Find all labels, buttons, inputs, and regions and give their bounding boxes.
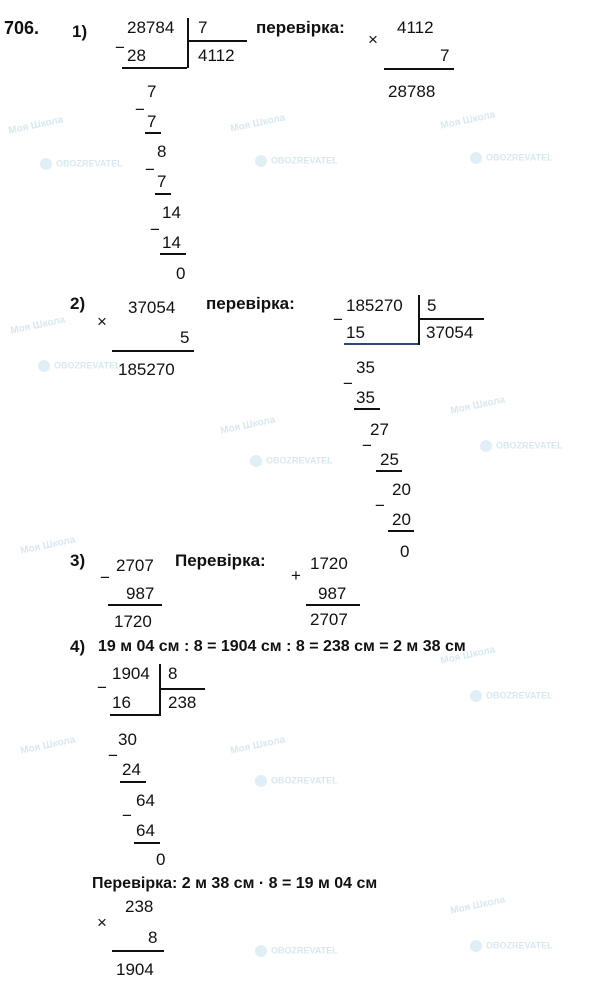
p3-check-label: Перевірка: bbox=[175, 551, 266, 570]
watermark-school: Моя Школа bbox=[7, 114, 65, 137]
p4-mul-a: 238 bbox=[125, 897, 154, 916]
p4-mul-b: 8 bbox=[148, 928, 158, 947]
problem-2-label: 2) bbox=[70, 294, 86, 313]
p1-quotient-line bbox=[187, 40, 247, 42]
watermark-school: Моя Школа bbox=[9, 314, 67, 337]
watermark-obz: OBOZREVATEL bbox=[40, 158, 123, 170]
p2-step: 35 bbox=[356, 388, 375, 407]
p2-subtraction-line bbox=[388, 530, 414, 532]
minus-sign: − bbox=[97, 678, 107, 697]
p4-step: 64 bbox=[136, 791, 155, 810]
p1-step: 7 bbox=[147, 112, 157, 131]
times-sign: × bbox=[97, 312, 107, 331]
p1-divisor: 7 bbox=[198, 18, 208, 37]
p3-minuend: 2707 bbox=[116, 556, 154, 575]
p2-quotient: 37054 bbox=[426, 323, 474, 342]
watermark-obz: OBOZREVATEL bbox=[255, 945, 338, 957]
p1-step: 28 bbox=[127, 46, 146, 65]
p3-difference: 1720 bbox=[114, 612, 152, 631]
watermark-school: Моя Школа bbox=[439, 644, 497, 667]
watermark-school: Моя Школа bbox=[439, 109, 497, 132]
watermark-obz: OBOZREVATEL bbox=[470, 152, 553, 164]
p2-division-bar bbox=[418, 295, 420, 345]
p1-dividend: 28784 bbox=[127, 18, 175, 37]
p4-mul-result: 1904 bbox=[116, 960, 154, 979]
watermark-school: Моя Школа bbox=[19, 734, 77, 757]
p1-subtraction-line bbox=[160, 253, 186, 255]
minus-sign: − bbox=[333, 310, 343, 329]
problem-3-label: 3) bbox=[70, 551, 86, 570]
p4-equation: 19 м 04 см : 8 = 1904 см : 8 = 238 см = 2 м 38 см bbox=[98, 638, 466, 655]
p4-divisor: 8 bbox=[168, 664, 178, 683]
p2-mul-result: 185270 bbox=[118, 360, 175, 379]
plus-sign: + bbox=[291, 566, 301, 585]
problem-4-label: 4) bbox=[70, 637, 86, 656]
p2-step: 0 bbox=[400, 542, 410, 561]
p2-step: 27 bbox=[370, 420, 389, 439]
p1-check-result: 28788 bbox=[388, 82, 436, 101]
p4-subtraction-line bbox=[120, 781, 146, 783]
p1-step: 7 bbox=[147, 82, 157, 101]
p2-mul-b: 5 bbox=[180, 328, 190, 347]
exercise-number: 706. bbox=[4, 18, 40, 38]
p2-step: 20 bbox=[392, 510, 411, 529]
p2-divisor: 5 bbox=[427, 296, 437, 315]
p4-check-text: Перевірка: 2 м 38 см · 8 = 19 м 04 см bbox=[92, 875, 378, 892]
times-sign: × bbox=[97, 913, 107, 932]
p2-quotient-line bbox=[418, 318, 484, 320]
watermark-obz: OBOZREVATEL bbox=[250, 455, 333, 467]
p3-add-a: 1720 bbox=[310, 554, 348, 573]
p1-step: 7 bbox=[157, 172, 167, 191]
p1-check-label: перевірка: bbox=[256, 18, 345, 37]
minus-sign: − bbox=[362, 436, 372, 455]
problem-1-label: 1) bbox=[72, 22, 88, 41]
p2-subtraction-line bbox=[354, 408, 380, 410]
watermark-obz: OBOZREVATEL bbox=[470, 940, 553, 952]
p4-subtraction-line bbox=[110, 714, 160, 716]
p2-check-label: перевірка: bbox=[206, 294, 295, 313]
watermark-school: Моя Школа bbox=[449, 894, 507, 917]
p2-mul-line bbox=[112, 350, 194, 352]
minus-sign: − bbox=[115, 38, 125, 57]
minus-sign: − bbox=[150, 220, 160, 239]
minus-sign: − bbox=[145, 160, 155, 179]
watermark-obz: OBOZREVATEL bbox=[255, 775, 338, 787]
p1-subtraction-line bbox=[145, 132, 161, 134]
p1-division-bar bbox=[187, 18, 189, 68]
p3-sub-line bbox=[108, 604, 162, 606]
watermark-school: Моя Школа bbox=[229, 112, 287, 135]
p1-check-line bbox=[384, 68, 454, 70]
p2-step: 15 bbox=[346, 323, 365, 342]
p4-subtraction-line bbox=[134, 842, 160, 844]
p1-step: 14 bbox=[162, 233, 181, 252]
p3-subtrahend: 987 bbox=[126, 584, 155, 603]
minus-sign: − bbox=[108, 746, 118, 765]
watermark-obz: OBOZREVATEL bbox=[255, 155, 338, 167]
p2-step: 25 bbox=[380, 450, 399, 469]
p4-division-bar bbox=[159, 664, 161, 716]
p1-check-a: 4112 bbox=[397, 18, 434, 37]
p2-subtraction-line bbox=[344, 343, 418, 345]
times-sign: × bbox=[368, 30, 378, 49]
minus-sign: − bbox=[100, 568, 110, 587]
p4-step: 30 bbox=[118, 730, 137, 749]
p1-step: 14 bbox=[162, 203, 181, 222]
p4-step: 0 bbox=[156, 850, 166, 869]
p4-mul-line bbox=[112, 950, 164, 952]
watermark-school: Моя Школа bbox=[449, 394, 507, 417]
p4-dividend: 1904 bbox=[112, 664, 150, 683]
p1-check-b: 7 bbox=[440, 46, 450, 65]
watermark-school: Моя Школа bbox=[229, 734, 287, 757]
p2-step: 35 bbox=[356, 358, 375, 377]
p4-quotient: 238 bbox=[168, 693, 197, 712]
watermark-obz: OBOZREVATEL bbox=[38, 360, 121, 372]
p4-step: 64 bbox=[136, 821, 155, 840]
p2-mul-a: 37054 bbox=[128, 298, 176, 317]
p4-step: 16 bbox=[112, 693, 131, 712]
minus-sign: − bbox=[122, 806, 132, 825]
watermark-obz: OBOZREVATEL bbox=[480, 440, 563, 452]
p2-subtraction-line bbox=[376, 470, 402, 472]
p4-step: 24 bbox=[122, 760, 141, 779]
minus-sign: − bbox=[375, 496, 385, 515]
p3-add-b: 987 bbox=[318, 584, 347, 603]
p3-add-result: 2707 bbox=[310, 610, 348, 629]
minus-sign: − bbox=[135, 100, 145, 119]
watermark-school: Моя Школа bbox=[219, 414, 277, 437]
p1-step: 8 bbox=[157, 142, 167, 161]
watermark-obz: OBOZREVATEL bbox=[470, 690, 553, 702]
p2-step: 20 bbox=[392, 480, 411, 499]
p1-subtraction-line bbox=[155, 193, 171, 195]
p2-dividend: 185270 bbox=[346, 296, 403, 315]
p1-subtraction-line bbox=[122, 67, 187, 69]
p3-add-line bbox=[306, 604, 360, 606]
p1-quotient: 4112 bbox=[198, 46, 235, 65]
watermark-school: Моя Школа bbox=[19, 534, 77, 557]
p1-step: 0 bbox=[176, 264, 186, 283]
p4-quotient-line bbox=[159, 688, 205, 690]
minus-sign: − bbox=[343, 374, 353, 393]
